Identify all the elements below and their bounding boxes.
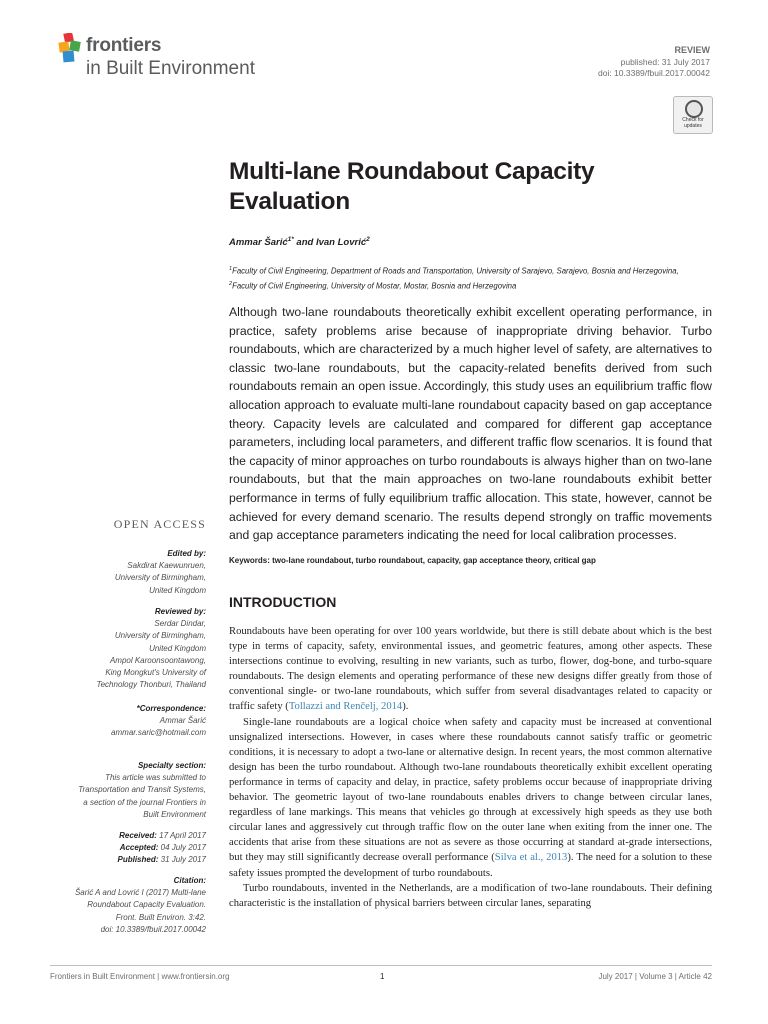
- section-heading-introduction: INTRODUCTION: [229, 594, 337, 610]
- keywords: Keywords: two-lane roundabout, turbo roundabout, capacity, gap acceptance theory, critical gap: [229, 556, 596, 565]
- footer-divider: [50, 965, 712, 966]
- journal-section: in Built Environment: [86, 58, 255, 79]
- check-for-updates-button[interactable]: [673, 96, 713, 134]
- correspondence-email[interactable]: ammar.saric@hotmail.com: [111, 728, 206, 738]
- reviewer-name[interactable]: Ampol Karoonsoontawong,: [109, 655, 206, 665]
- editor-name[interactable]: Sakdirat Kaewunruen,: [127, 561, 206, 571]
- author-1[interactable]: Ammar Šarić: [229, 237, 288, 249]
- check-for-updates-icon: [685, 100, 703, 118]
- edited-by: Edited by: Sakdirat Kaewunruen, University of Birmingham, United Kingdom: [50, 548, 206, 597]
- paragraph: Single-lane roundabouts are a logical choice when safety and capacity must be increased at conventional unsignalized intersections. However, in cases where these roundabouts cannot satisfy traffic or geometric conditions, it is necessary to adopt a two-lane or alternative design. In recent years, the most common alternative design has been the turbo roundabout. Although two-lane roundabouts theoretically exhibit excellent operating performance in terms of capacity and delay, in practice, safety problems occur because of inappropriate driving behavior. The geometric layout of two-lane roundabouts enables drivers to change between circular lanes, regardless of lane markings. This means that vehicles go through at excessively high speeds as they use both circular lanes and aggressively cut through traffic flow on the outer lane when exiting from the inner one. The accidents that arise from these situations are not as severe as those occurring at standard at-grade intersections, but they may still significantly decrease overall performance (Silva et al., 2013). The need for a solution to these safety issues prompted the development of turbo roundabouts.: [229, 716, 713, 879]
- published-date: published: 31 July 2017: [620, 56, 710, 67]
- dates: Received: 17 April 2017 Accepted: 04 July 2017 Published: 31 July 2017: [117, 831, 206, 865]
- reviewer-name[interactable]: Serdar Dindar,: [154, 619, 206, 629]
- journal-brand[interactable]: frontiers: [86, 35, 162, 56]
- doi-link[interactable]: doi: 10.3389/fbuil.2017.00042: [597, 68, 710, 78]
- article-type: REVIEW: [674, 45, 710, 55]
- abstract: Although two-lane roundabouts theoretically exhibit excellent operating performance, in practice, safety problems arise because of inappropriate driving behavior. Turbo roundabouts, which are characterized by a much higher level of safety, are alternatives to classic two-lane roundabouts, but the capacity-related benefits derived from such roundabouts remain an open issue. Accordingly, this study uses an equilibrium traffic flow allocation approach to evaluate multi-lane roundabout capacity based on gap acceptance theory. Capacity levels are calculated and compared for different gap acceptance parameters, including local parameters, and different traffic flow scenarios. It is found that the capacity of minor approaches on turbo roundabouts is always higher than on two-lane roundabouts, but that the main approaches on two-lane roundabouts exhibit better performance in terms of fully equilibrium traffic allocation. This state, however, cannot be achieved for every demand scenario. The results depend strongly on traffic movements and gap acceptance parameters indicating the need for local calibration processes.: [229, 305, 712, 543]
- citation-link[interactable]: Silva et al., 2013: [494, 852, 568, 864]
- citation-doi[interactable]: doi: 10.3389/fbuil.2017.00042: [100, 924, 206, 934]
- footer-issue-info: July 2017 | Volume 3 | Article 42: [598, 972, 712, 981]
- paragraph: Turbo roundabouts, invented in the Netherlands, are a modification of two-lane roundabouts. Their defining characteristic is the installation of physical barriers between circular lanes, separating: [229, 882, 712, 909]
- author-2[interactable]: Ivan Lovrić: [315, 237, 367, 249]
- open-access-label: OPEN ACCESS: [113, 517, 206, 531]
- paragraph: Roundabouts have been operating for over 100 years worldwide, but there is still debate about which is the best type in terms of capacity, safety, environmental issues, and geometric features, among other aspects. These intersections continue to evolving, resulting in new variants, such as turbo, flower, dog-bone, and turbo-square roundabouts. The design elements and operating performance of these new designs differ greatly from those of conventional single- or two-lane roundabouts, which suffer from several disadvantages related to capacity or traffic safety (Tollazzi and Renčelj, 2014).: [229, 626, 712, 713]
- article-title: Multi-lane Roundabout Capacity Evaluation: [229, 158, 595, 215]
- check-for-updates-label: Check for updates: [682, 117, 704, 129]
- specialty-section: Specialty section: This article was submitted to Transportation and Transit Systems, a section of the journal Frontiers in Built Environment: [78, 761, 206, 819]
- frontiers-logo-icon: [58, 33, 84, 63]
- body-text: [229, 624, 712, 911]
- footer-journal-link[interactable]: Frontiers in Built Environment | www.frontiersin.org: [50, 972, 230, 981]
- authors: Ammar Šarić$^{1*}$ and Ivan Lovrić$^2$: [229, 236, 370, 249]
- page-number: 1: [380, 972, 385, 981]
- citation-link[interactable]: Tollazzi and Renčelj, 2014: [288, 701, 403, 713]
- reviewed-by: Reviewed by: Serdar Dindar, University of Birmingham, United Kingdom Ampol Karoonsoontawong, King Mongkut's University of Technology Thonburi, Thailand: [50, 606, 206, 691]
- affiliations: $^1$Faculty of Civil Engineering, Department of Roads and Transportation, University of Sarajevo, Sarajevo, Bosnia and Herzegovina, $^2$Faculty of Civil Engineering, University of Mostar, Mostar, Bosnia and Herzegovina: [229, 266, 679, 291]
- citation: Citation: Šarić A and Lovrić I (2017) Multi-lane Roundabout Capacity Evaluation. Front. Built Environ. 3:42. doi: 10.3389/fbuil.2017.00042: [50, 875, 206, 936]
- correspondence: *Correspondence: Ammar Šarić ammar.saric@hotmail.com: [50, 703, 206, 740]
- article-meta: [598, 45, 710, 80]
